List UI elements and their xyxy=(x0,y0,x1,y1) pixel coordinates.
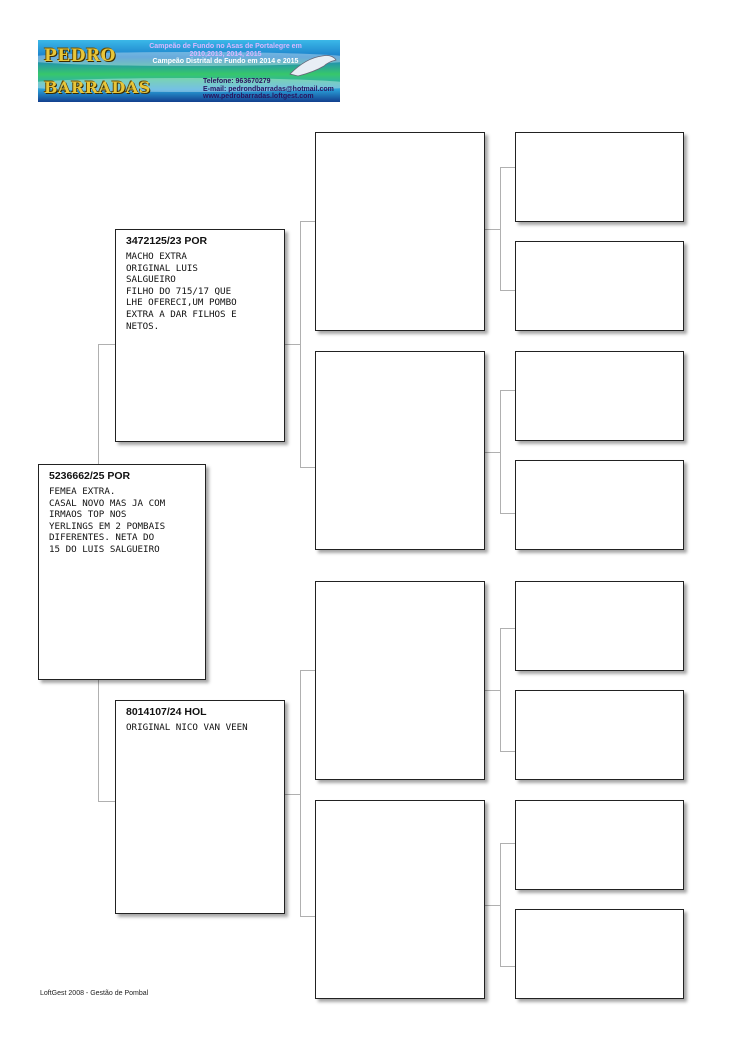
banner-phone: Telefone: 963670279 xyxy=(203,78,271,85)
great-grandparent-card-5[interactable] xyxy=(515,581,684,671)
great-grandparent-card-6[interactable] xyxy=(515,690,684,780)
dam-ring-number: 8014107/24 HOL xyxy=(126,706,207,718)
banner-title-3: Campeão Distrital de Fundo em 2014 e 2015 xyxy=(152,58,299,66)
great-grandparent-card-8[interactable] xyxy=(515,909,684,999)
dam-notes: ORIGINAL NICO VAN VEEN xyxy=(126,722,248,733)
grandparent-card-1[interactable] xyxy=(315,132,485,331)
great-grandparent-card-3[interactable] xyxy=(515,351,684,441)
banner-titles xyxy=(138,43,313,66)
header-banner xyxy=(38,40,340,102)
banner-email: E-mail: pedrondbarradas@hotmail.com xyxy=(203,85,334,93)
logo-line-2: BARRADAS xyxy=(44,78,151,97)
banner-title-1: Campeão de Fundo no Asas de Portalegre em xyxy=(149,43,302,50)
pigeon-icon xyxy=(288,50,338,80)
sire-notes: MACHO EXTRA ORIGINAL LUIS SALGUEIRO FILHO DO 715/17 QUE LHE OFERECI,UM POMBO EXTRA A DAR FILHOS E NETOS. xyxy=(126,251,237,332)
grandparent-card-3[interactable] xyxy=(315,581,485,780)
banner-title-2: 2010,2013, 2014, 2015 xyxy=(189,50,262,58)
great-grandparent-card-4[interactable] xyxy=(515,460,684,550)
banner-contacts xyxy=(203,78,338,101)
banner-website: www.pedrobarradas.loftgest.com xyxy=(203,93,314,101)
great-grandparent-card-7[interactable] xyxy=(515,800,684,890)
subject-notes: FEMEA EXTRA. CASAL NOVO MAS JA COM IRMAOS TOP NOS YERLINGS EM 2 POMBAIS DIFERENTES. NETA DO 15 DO LUIS SALGUEIRO xyxy=(49,486,166,555)
sire-card[interactable] xyxy=(115,229,285,442)
logo-line-1: PEDRO xyxy=(44,46,116,66)
great-grandparent-card-2[interactable] xyxy=(515,241,684,331)
subject-ring-number: 5236662/25 POR xyxy=(49,470,131,482)
footer-text: LoftGest 2008 - Gestão de Pombal xyxy=(40,990,149,997)
great-grandparent-card-1[interactable] xyxy=(515,132,684,222)
dam-card[interactable] xyxy=(115,700,285,914)
subject-card[interactable] xyxy=(38,464,206,680)
sire-ring-number: 3472125/23 POR xyxy=(126,235,208,247)
grandparent-card-4[interactable] xyxy=(315,800,485,999)
grandparent-card-2[interactable] xyxy=(315,351,485,550)
